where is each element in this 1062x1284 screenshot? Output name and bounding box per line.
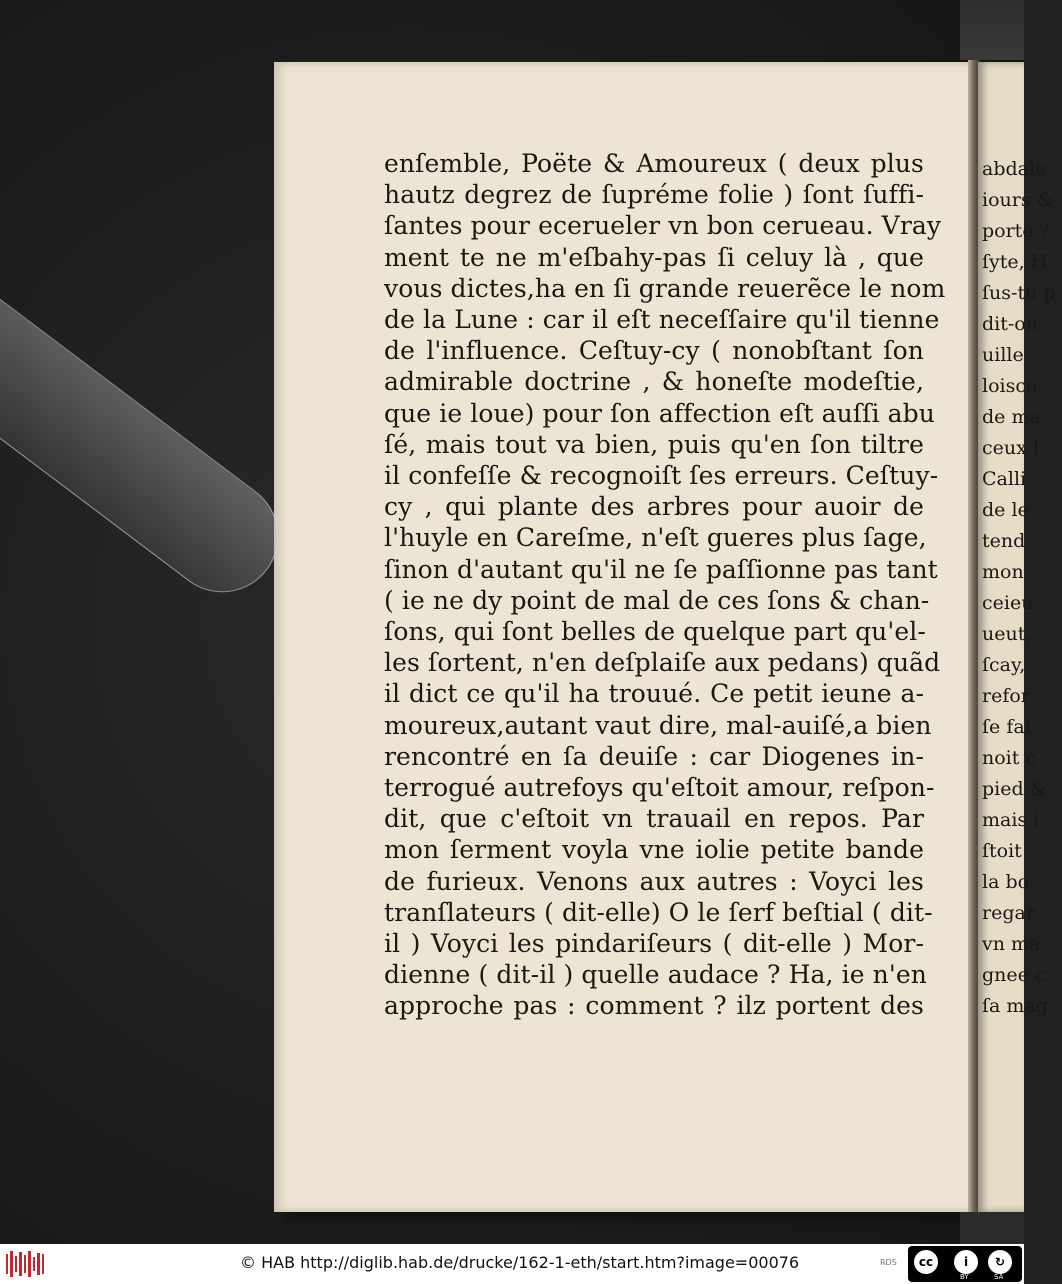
- adjacent-text-line: dit-on: [982, 313, 1038, 335]
- text-line: il dict ce qu'il ha trouué. Ce petit ieune a-: [384, 679, 924, 709]
- text-line: moureux,autant vaut dire, mal-auiſé,a bien: [384, 710, 932, 740]
- text-line: de la Lune : car il eſt neceſſaire qu'il tienne: [384, 305, 940, 335]
- adjacent-text-line: ſtoit: [982, 840, 1022, 862]
- text-line: ment te ne m'eſbahy-pas ſi celuy là , que: [384, 242, 924, 272]
- text-line: de furieux. Venons aux autres : Voyci les: [384, 866, 924, 896]
- adjacent-text-line: ſcay,: [982, 654, 1026, 676]
- share-alike-icon: ↻: [988, 1250, 1012, 1274]
- adjacent-text-line: noit c: [982, 747, 1037, 769]
- text-line: les ſortent, n'en deſplaiſe aux pedans) quãd: [384, 648, 941, 678]
- adjacent-text-line: ceux l: [982, 437, 1039, 459]
- adjacent-text-line: refor: [982, 685, 1030, 707]
- text-line: dit, que c'eſtoit vn trauail en repos. Par: [384, 804, 924, 834]
- adjacent-page-text: [982, 154, 1062, 1022]
- adjacent-text-line: porte ?: [982, 220, 1050, 242]
- adjacent-text-line: ſe fai: [982, 716, 1031, 738]
- adjacent-text-line: mais i: [982, 809, 1040, 831]
- cc-license-badge[interactable]: [908, 1246, 1022, 1282]
- text-line: enſemble, Poëte & Amoureux ( deux plus: [384, 149, 924, 178]
- text-line: ſé, mais tout va bien, puis qu'en ſon tiltre: [384, 429, 924, 459]
- by-label: BY: [960, 1273, 969, 1281]
- adjacent-text-line: ceieu: [982, 592, 1034, 614]
- text-line: mon ſerment voyla vne iolie petite bande: [384, 835, 924, 865]
- text-line: dienne ( dit-il ) quelle audace ? Ha, ie n'en: [384, 960, 927, 990]
- rds-label: RDS: [880, 1258, 897, 1267]
- adjacent-text-line: pied &: [982, 778, 1047, 800]
- hab-logo-icon: [6, 1250, 44, 1278]
- adjacent-text-line: loisco: [982, 375, 1038, 397]
- adjacent-text-line: vn ma: [982, 933, 1041, 955]
- adjacent-text-line: ſus-tu p: [982, 282, 1056, 304]
- text-line: cy , qui plante des arbres pour auoir de: [384, 492, 924, 522]
- adjacent-text-line: abdale: [982, 158, 1047, 180]
- page-text: [384, 148, 946, 1022]
- text-line: approche pas : comment ? ilz portent des: [384, 991, 924, 1021]
- book-edge-top: [960, 0, 1024, 60]
- attribution-icon: i: [954, 1250, 978, 1274]
- text-line: vous dictes,ha en ſi grande reuerẽce le nom: [384, 273, 946, 303]
- text-line: admirable doctrine , & honeſte modeſtie,: [384, 367, 924, 397]
- adjacent-text-line: la bo: [982, 871, 1030, 893]
- adjacent-text-line: iours &: [982, 189, 1054, 211]
- text-line: que ie loue) pour ſon affection eſt auſſi abu: [384, 398, 935, 428]
- adjacent-text-line: ueut,: [982, 623, 1032, 645]
- text-line: tranſlateurs ( dit-elle) O le ſerf beſtial ( dit-: [384, 897, 933, 927]
- text-line: ſinon d'autant qu'il ne ſe paſſionne pas tant: [384, 554, 938, 584]
- book-edge-bottom: [960, 1212, 1024, 1244]
- source-url-text[interactable]: © HAB http://diglib.hab.de/drucke/162-1-eth/start.htm?image=00076: [240, 1253, 800, 1272]
- adjacent-text-line: regar: [982, 902, 1035, 924]
- adjacent-text-line: ſa mag: [982, 995, 1048, 1017]
- text-line: il confeſſe & recognoiſt ſes erreurs. Ceſtuy-: [384, 461, 939, 491]
- text-line: terrogué autrefoys qu'eſtoit amour, reſpon-: [384, 773, 935, 803]
- text-line: rencontré en ſa deuiſe : car Diogenes in-: [384, 741, 924, 771]
- adjacent-page: [978, 62, 1056, 1212]
- text-line: de l'influence. Ceſtuy-cy ( nonobſtant ſon: [384, 336, 924, 366]
- adjacent-text-line: Calli: [982, 468, 1027, 490]
- adjacent-text-line: gnee c: [982, 964, 1046, 986]
- adjacent-text-line: ſyte, H: [982, 251, 1048, 273]
- footer-bar: [0, 1244, 1024, 1284]
- adjacent-text-line: mon: [982, 561, 1024, 583]
- text-line: ſons, qui ſont belles de quelque part qu'el-: [384, 617, 926, 647]
- text-line: l'huyle en Careſme, n'eſt gueres plus ſage,: [384, 523, 927, 553]
- text-line: hautz degrez de ſupréme folie ) ſont ſuffi-: [384, 180, 924, 210]
- text-line: ( ie ne dy point de mal de ces ſons & chan-: [384, 585, 930, 615]
- cc-icon: cc: [914, 1250, 938, 1274]
- adjacent-text-line: de ma: [982, 406, 1041, 428]
- text-line: ſantes pour ecerueler vn bon cerueau. Vray: [384, 211, 942, 241]
- adjacent-text-line: de le: [982, 499, 1029, 521]
- adjacent-text-line: uille: [982, 344, 1024, 366]
- adjacent-text-line: tend: [982, 530, 1026, 552]
- sa-label: SA: [994, 1273, 1004, 1281]
- text-line: il ) Voyci les pindariſeurs ( dit-elle ) Mor-: [384, 929, 924, 959]
